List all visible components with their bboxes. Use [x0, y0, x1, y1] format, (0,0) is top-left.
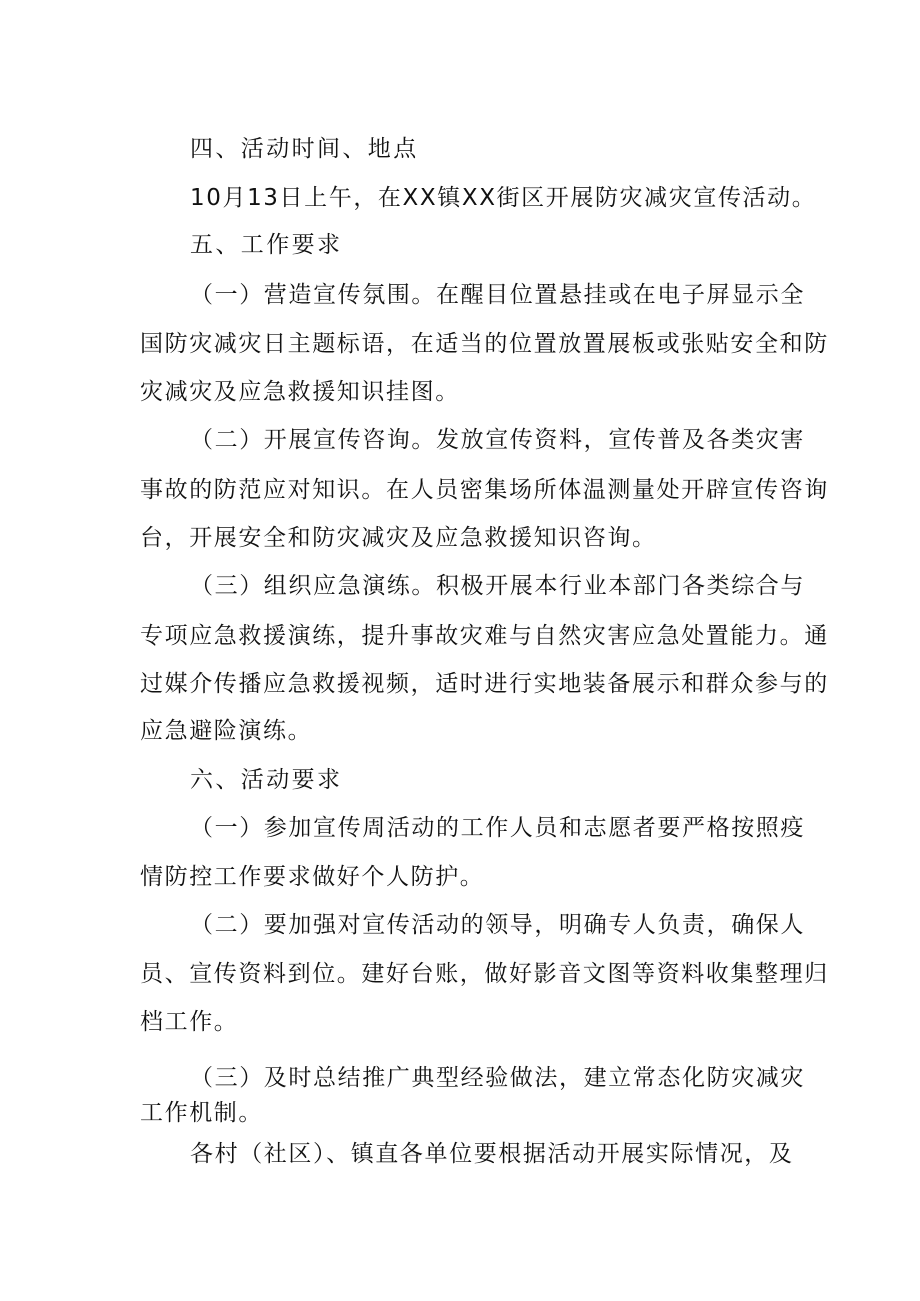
section-heading-activity-requirements: 六、活动要求 [190, 767, 343, 793]
paragraph-line: 过媒介传播应急救援视频，适时进行实地装备展示和群众参与的 [140, 671, 829, 697]
paragraph-line: 档工作。 [140, 1009, 239, 1035]
paragraph-line: 工作机制。 [140, 1100, 263, 1126]
paragraph-line: （一）营造宣传氛围。在醒目位置悬挂或在电子屏显示全 [190, 282, 805, 308]
paragraph-line: （三）及时总结推广典型经验做法，建立常态化防灾减灾 [190, 1065, 805, 1091]
paragraph-line: 情防控工作要求做好个人防护。 [140, 864, 485, 890]
paragraph-line: 应急避险演练。 [140, 718, 313, 744]
paragraph-line: 员、宣传资料到位。建好台账，做好影音文图等资料收集整理归 [140, 961, 829, 987]
paragraph-line: 专项应急救援演练，提升事故灾难与自然灾害应急处置能力。通 [140, 623, 829, 649]
section-heading-time-location: 四、活动时间、地点 [190, 136, 419, 162]
paragraph-line: 各村（社区）、镇直各单位要根据活动开展实际情况，及 [190, 1141, 794, 1167]
paragraph-line: 10月13日上午，在XX镇XX街区开展防灾减灾宣传活动。 [190, 185, 817, 211]
paragraph-line: 台，开展安全和防灾减灾及应急救援知识咨询。 [140, 525, 657, 551]
paragraph-line: 事故的防范应对知识。在人员密集场所体温测量处开辟宣传咨询 [140, 477, 829, 503]
paragraph-line: 灾减灾及应急救援知识挂图。 [140, 379, 460, 405]
paragraph-line: （一）参加宣传周活动的工作人员和志愿者要严格按照疫 [190, 815, 805, 841]
section-heading-work-requirements: 五、工作要求 [190, 232, 343, 258]
paragraph-line: （三）组织应急演练。积极开展本行业本部门各类综合与 [190, 573, 805, 599]
paragraph-line: （二）要加强对宣传活动的领导，明确专人负责，确保人 [190, 912, 805, 938]
paragraph-line: 国防灾减灾日主题标语，在适当的位置放置展板或张贴安全和防 [140, 331, 829, 357]
paragraph-line: （二）开展宣传咨询。发放宣传资料，宣传普及各类灾害 [190, 427, 805, 453]
